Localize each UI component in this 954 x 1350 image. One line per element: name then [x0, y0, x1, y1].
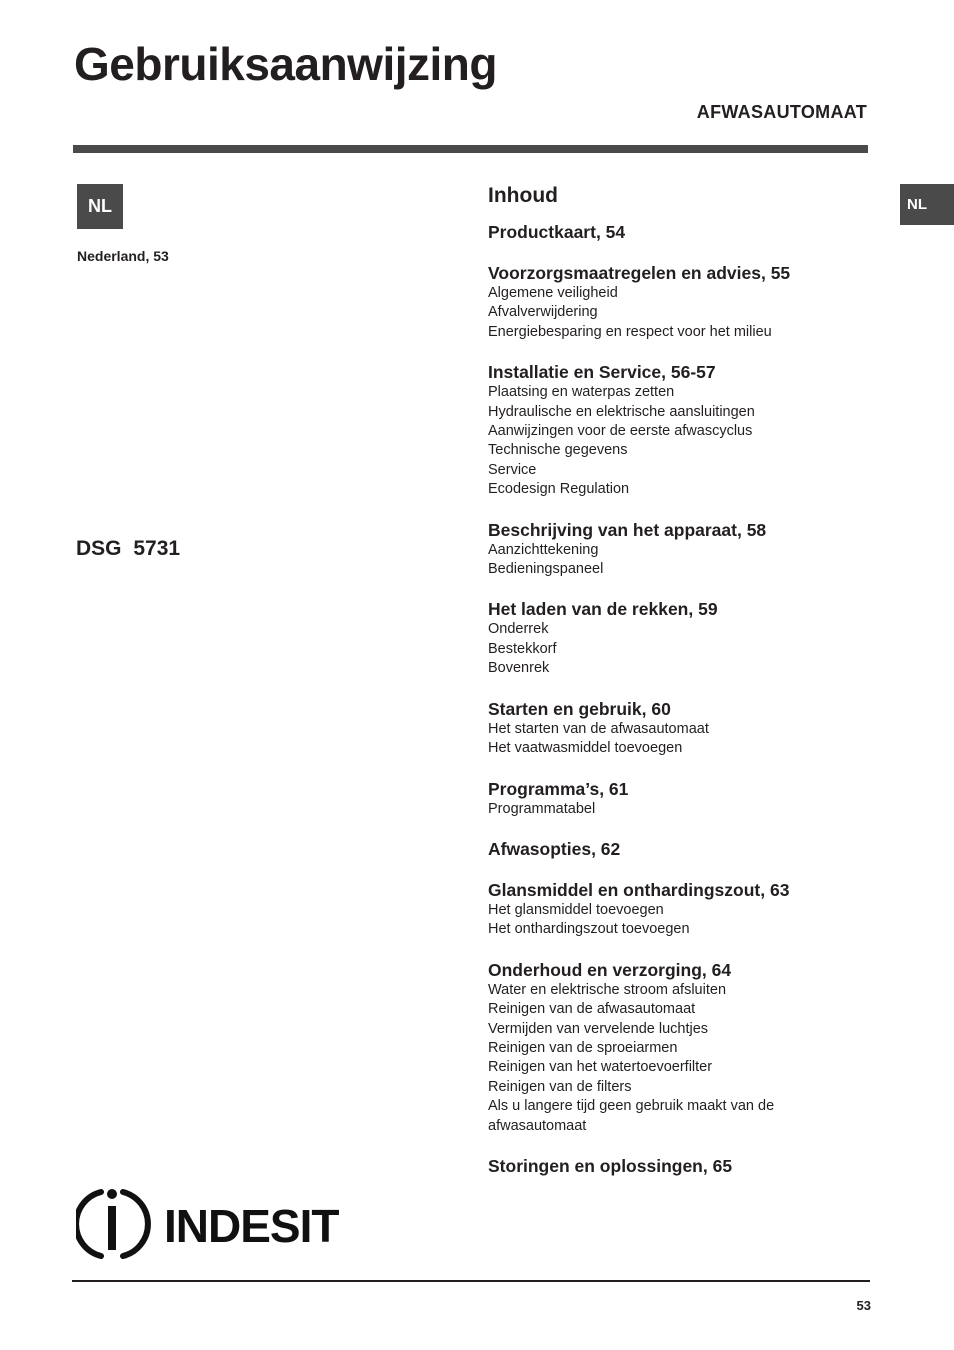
toc-section-title: Voorzorgsmaatregelen en advies, 55	[488, 263, 791, 283]
toc-item: Het glansmiddel toevoegen	[488, 901, 664, 918]
toc-item: Het vaatwasmiddel toevoegen	[488, 740, 683, 757]
product-type: AFWASAUTOMAAT	[696, 102, 867, 122]
indesit-logo	[76, 1184, 351, 1262]
page-number: 53	[856, 1298, 871, 1313]
language-index: Nederland, 53	[77, 248, 169, 264]
toc-section	[488, 959, 868, 1136]
table-of-contents	[488, 182, 868, 1196]
language-badge: NL	[77, 184, 123, 229]
toc-section	[488, 1155, 868, 1177]
toc-item: Technische gegevens	[488, 442, 628, 459]
toc-item: Plaatsing en waterpas zetten	[488, 384, 675, 401]
toc-item: Onderrek	[488, 621, 549, 638]
toc-item: Vermijden van vervelende luchtjes	[488, 1020, 709, 1037]
toc-section-title: Starten en gebruik, 60	[488, 698, 671, 719]
toc-section	[488, 838, 868, 860]
toc-item: Reinigen van de filters	[488, 1078, 632, 1095]
toc-item: Algemene veiligheid	[488, 285, 618, 301]
toc-item: Als u langere tijd geen gebruik maakt van de afwasautomaat	[488, 1098, 775, 1134]
footer-rule	[72, 1280, 870, 1282]
toc-section-title: Beschrijving van het apparaat, 58	[488, 519, 767, 540]
model-number: DSG 5731	[76, 537, 181, 560]
toc-item: Aanwijzingen voor de eerste afwascyclus	[488, 423, 753, 440]
toc-section-title: Het laden van de rekken, 59	[488, 599, 718, 620]
toc-item: Energiebesparing en respect voor het milieu	[488, 323, 772, 340]
toc-section-title: Onderhoud en verzorging, 64	[488, 959, 732, 980]
toc-item: Reinigen van de sproeiarmen	[488, 1039, 678, 1056]
toc-section-title: Glansmiddel en onthardingszout, 63	[488, 879, 790, 900]
toc-item: Het onthardingszout toevoegen	[488, 921, 690, 938]
toc-item: Hydraulische en elektrische aansluitingen	[488, 403, 755, 420]
toc-item: Afvalverwijdering	[488, 304, 598, 321]
toc-section	[488, 698, 868, 759]
toc-section	[488, 598, 868, 678]
toc-item: Bovenrek	[488, 660, 550, 677]
toc-section	[488, 778, 868, 819]
toc-item: Aanzichttekening	[488, 541, 599, 558]
toc-section	[488, 262, 868, 342]
toc-item: Bedieningspaneel	[488, 561, 604, 578]
toc-sections	[488, 221, 868, 1177]
toc-item: Programmatabel	[488, 800, 596, 817]
page-title: Gebruiksaanwijzing	[74, 38, 497, 90]
toc-item: Water en elektrische stroom afsluiten	[488, 981, 727, 998]
logo-wordmark: INDESIT	[164, 1200, 339, 1252]
toc-section	[488, 519, 868, 580]
toc-item: Service	[488, 461, 537, 478]
header-rule	[73, 145, 868, 153]
toc-item: Reinigen van de afwasautomaat	[488, 1001, 696, 1018]
toc-item: Reinigen van het watertoevoerfilter	[488, 1059, 713, 1076]
toc-item: Het starten van de afwasautomaat	[488, 720, 709, 737]
toc-section	[488, 221, 868, 243]
toc-section-title: Productkaart, 54	[488, 222, 626, 242]
toc-section-title: Programma’s, 61	[488, 778, 629, 799]
toc-heading: Inhoud	[488, 184, 558, 207]
toc-item: Bestekkorf	[488, 640, 557, 657]
indesit-i-logo-icon	[76, 1189, 148, 1256]
toc-section	[488, 879, 868, 940]
side-language-tab: NL	[900, 184, 954, 225]
toc-section	[488, 361, 868, 499]
toc-section-title: Installatie en Service, 56-57	[488, 362, 716, 383]
toc-section-title: Storingen en oplossingen, 65	[488, 1155, 733, 1176]
toc-section-title: Afwasopties, 62	[488, 838, 621, 859]
toc-item: Ecodesign Regulation	[488, 481, 630, 498]
